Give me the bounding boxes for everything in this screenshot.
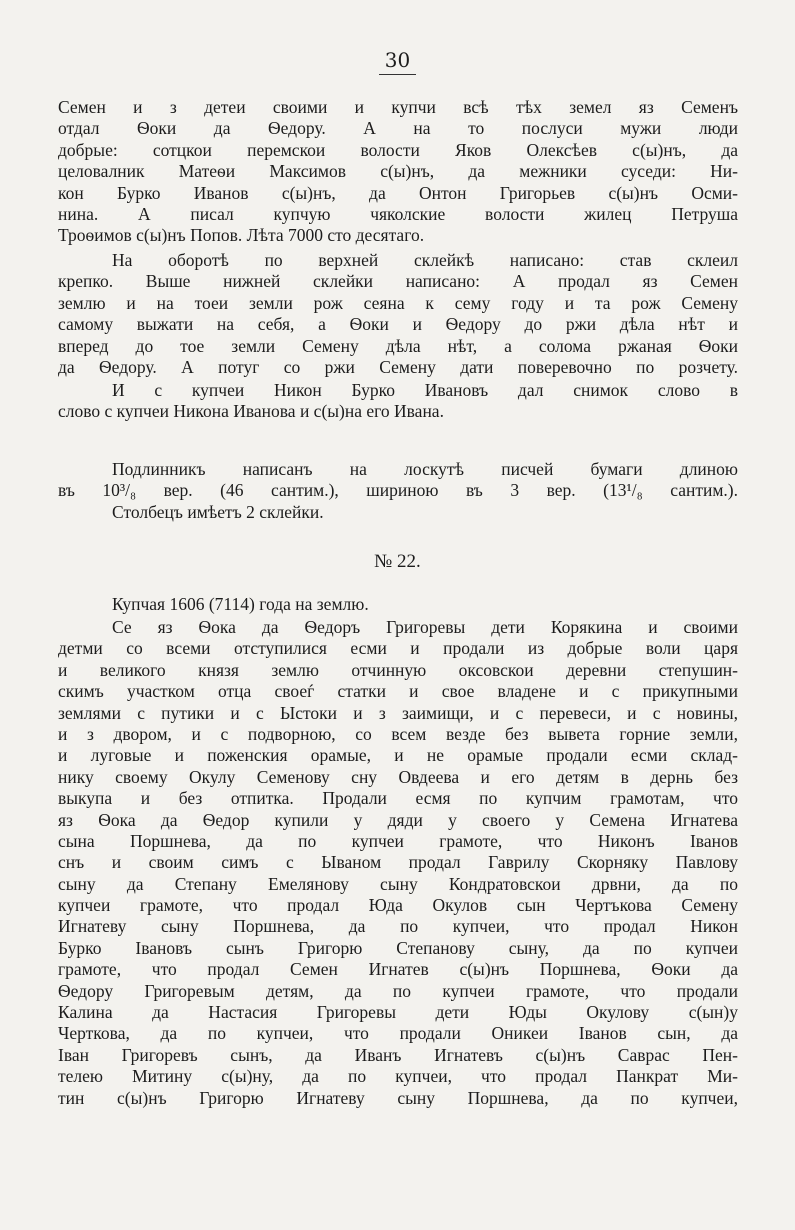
text-line: Игнатеву сыну Поршнева, да по купчеи, что продал Никон	[58, 916, 738, 937]
text-line: целовалник Матеѳи Максимов с(ы)нъ, да межники суседи: Ни-	[58, 161, 738, 182]
text-line: сыну да Степану Емелянову сыну Кондратовскои дрвни, да по	[58, 873, 738, 894]
paragraph-copy-note	[58, 380, 738, 423]
text-line: Калина да Настасия Григоревы дети Юды Окулову с(ын)у	[58, 1002, 738, 1023]
text-line: Купчая 1606 (7114) года на землю.	[112, 594, 369, 614]
text-line: телею Митину с(ы)ну, да по купчеи, что продал Панкрат Ми-	[58, 1066, 738, 1087]
text-line: вперед до тое земли Семену дѣла нѣт, а солома ржаная Ѳоки	[58, 335, 738, 356]
text-line: Подлинникъ написанъ на лоскутѣ писчей бумаги длиною	[112, 459, 738, 479]
text-line: скимъ участком отца своеѓ статки и свое владене и с прикупными	[58, 681, 738, 702]
text-line: Черткова, да по купчеи, что продали Оникеи Іванов сын, да	[58, 1023, 738, 1044]
text-line: отдал Ѳоки да Ѳедору. А на то послуси мужи люди	[58, 118, 738, 139]
text-line: Се яз Ѳока да Ѳедоръ Григоревы дети Корякина и своими	[112, 617, 738, 637]
text-line: яз Ѳока да Ѳедор купили у дяди у своего у Семена Игнатева	[58, 809, 738, 830]
text-line: кон Бурко Иванов с(ы)нъ, да Онтон Григорьев с(ы)нъ Осми-	[58, 182, 738, 203]
text-line: Ѳедору Григоревым детям, да по купчеи грамоте, что продали	[58, 980, 738, 1001]
paragraph-deed-text	[58, 617, 738, 1109]
text-line: нина. А писал купчую чяколские волости жилец Петруша	[58, 203, 738, 224]
document-number: № 22.	[374, 551, 421, 572]
text-line: и великого князя землю отчинную оксовскои деревни степушин-	[58, 659, 738, 680]
text-line: нику своему Окулу Семенову сну Овдеева и его детям в дернь без	[58, 766, 738, 787]
text-line: землями с путики и с Ыстоки и з заимищи, и с перевеси, и с новины,	[58, 702, 738, 723]
text-line: добрые: сотцкои перемскои волости Яков Олексѣев с(ы)нъ, да	[58, 139, 738, 160]
text-line: Бурко Івановъ сынъ Григорю Степанову сыну, да по купчеи	[58, 937, 738, 958]
text-line: Троѳимов с(ы)нъ Попов. Лѣта 7000 сто десятаго.	[58, 225, 425, 246]
text-line: детми со всеми отступилися есми и продали из добрые воли царя	[58, 638, 738, 659]
text-line: слово с купчеи Никона Иванова и с(ы)на его Ивана.	[58, 401, 444, 422]
paragraph-continuation	[58, 97, 738, 247]
text-line: Іван Григоревъ сынъ, да Иванъ Игнатевъ с(ы)нъ Саврас Пен-	[58, 1044, 738, 1065]
paragraph-original-description	[58, 459, 738, 523]
paragraph-reverse-note	[58, 250, 738, 378]
text-line: И с купчеи Никон Бурко Ивановъ дал снимок слово в	[112, 380, 738, 400]
document-heading	[58, 594, 738, 615]
text-line: Столбецъ имѣетъ 2 склейки.	[112, 501, 324, 522]
text-line: Семен и з детеи своими и купчи всѣ тѣх земел яз Семенъ	[58, 97, 738, 117]
text-line: купчеи грамоте, что продал Юда Окулов сын Чертъкова Семену	[58, 895, 738, 916]
text-line: въ 10³/₈ вер. (46 сантим.), шириною въ 3 вер. (13¹/₈ сантим.).	[58, 480, 738, 501]
text-line: крепко. Выше нижней склейки написано: А продал яз Семен	[58, 271, 738, 292]
text-line: сына Поршнева, да по купчеи грамоте, что Никонъ Іванов	[58, 830, 738, 851]
text-line: грамоте, что продал Семен Игнатев с(ы)нъ Поршнева, Ѳоки да	[58, 959, 738, 980]
text-line: самому выжати на себя, а Ѳоки и Ѳедору до ржи дѣла нѣт и	[58, 314, 738, 335]
text-line: и луговые и поженския орамые, и не орамые продали есми склад-	[58, 745, 738, 766]
text-line: На оборотѣ по верхней склейкѣ написано: став склеил	[112, 250, 738, 270]
text-line: землю и на тоеи земли рож сеяна к сему году и та рож Семену	[58, 292, 738, 313]
text-line: да Ѳедору. А потуг со ржи Семену дати поверевочно по розчету.	[58, 356, 738, 377]
text-line: снъ и своим симъ с Ываном продал Гаврилу Скорняку Павлову	[58, 852, 738, 873]
page-number: 30	[0, 48, 795, 75]
text-line: тин с(ы)нъ Григорю Игнатеву сыну Поршнева, да по купчеи,	[58, 1087, 738, 1108]
text-line: выкупа и без отпитка. Продали есмя по купчим грамотам, что	[58, 788, 738, 809]
text-line: и з двором, и с подворною, со всем везде без вывета горние земли,	[58, 723, 738, 744]
